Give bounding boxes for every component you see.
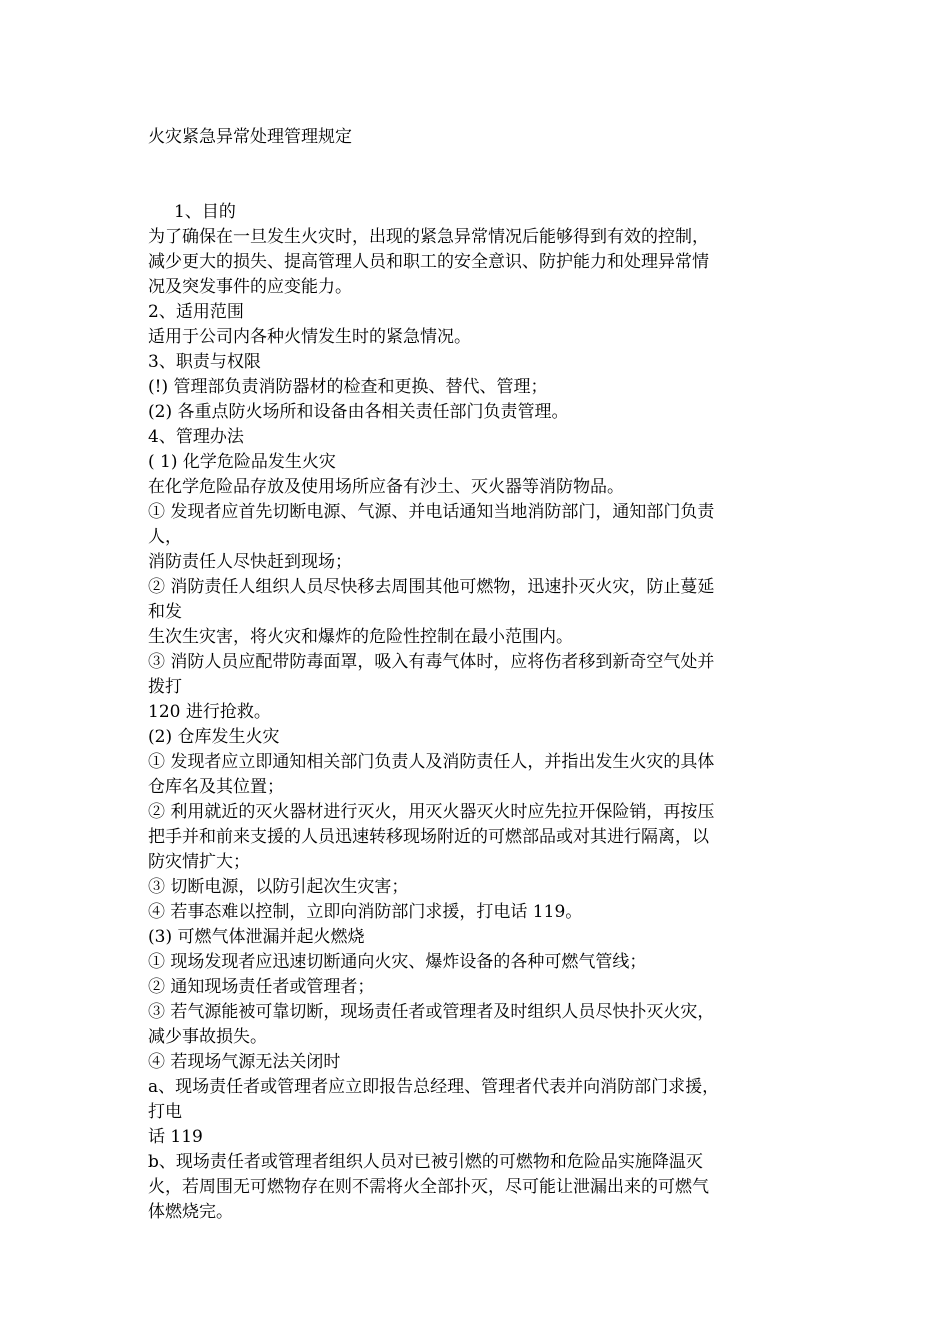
text-line: ② 消防责任人组织人员尽快移去周围其他可燃物，迅速扑灭火灾，防止蔓延 bbox=[148, 577, 715, 597]
text-line: a、现场责任者或管理者应立即报告总经理、管理者代表并向消防部门求援， bbox=[148, 1077, 720, 1097]
text-line: ② 利用就近的灭火器材进行灭火，用灭火器灭火时应先拉开保险销，再按压 bbox=[148, 802, 715, 822]
text-line: 把手并和前来支援的人员迅速转移现场附近的可燃部品或对其进行隔离，以 bbox=[148, 827, 709, 847]
subsection-heading: (3) 可燃气体泄漏并起火燃烧 bbox=[148, 927, 365, 947]
text-line: ④ 若事态难以控制，立即向消防部门求援，打电话 119。 bbox=[148, 902, 583, 922]
document-body bbox=[148, 200, 798, 1225]
text-line: 消防责任人尽快赶到现场； bbox=[148, 552, 352, 572]
text-line: 和发 bbox=[148, 602, 182, 622]
text-line: ① 发现者应首先切断电源、气源、并电话通知当地消防部门，通知部门负责 bbox=[148, 502, 715, 522]
subsection-heading: ( 1) 化学危险品发生火灾 bbox=[148, 452, 336, 472]
text-line: ② 通知现场责任者或管理者； bbox=[148, 977, 375, 997]
text-line: 打电 bbox=[148, 1102, 182, 1122]
text-line: ④ 若现场气源无法关闭时 bbox=[148, 1052, 341, 1072]
text-line: ① 发现者应立即通知相关部门负责人及消防责任人，并指出发生火灾的具体 bbox=[148, 752, 715, 772]
section-heading-management: 4、管理办法 bbox=[148, 427, 244, 447]
text-line: 体燃烧完。 bbox=[148, 1202, 233, 1222]
section-heading-purpose: 1、目的 bbox=[174, 202, 236, 222]
text-line: (2) 各重点防火场所和设备由各相关责任部门负责管理。 bbox=[148, 402, 569, 422]
text-line: 人， bbox=[148, 527, 182, 547]
text-line: ③ 若气源能被可靠切断，现场责任者或管理者及时组织人员尽快扑灭火灾， bbox=[148, 1002, 715, 1022]
text-line: 火，若周围无可燃物存在则不需将火全部扑灭，尽可能让泄漏出来的可燃气 bbox=[148, 1177, 709, 1197]
text-line: b、现场责任者或管理者组织人员对已被引燃的可燃物和危险品实施降温灭 bbox=[148, 1152, 703, 1172]
section-heading-responsibility: 3、职责与权限 bbox=[148, 352, 261, 372]
text-line: (!) 管理部负责消防器材的检查和更换、替代、管理； bbox=[148, 377, 548, 397]
text-line: 仓库名及其位置； bbox=[148, 777, 284, 797]
text-line: ③ 切断电源，以防引起次生灾害； bbox=[148, 877, 409, 897]
text-line: 适用于公司内各种火情发生时的紧急情况。 bbox=[148, 327, 471, 347]
section-heading-scope: 2、适用范围 bbox=[148, 302, 244, 322]
text-line: 况及突发事件的应变能力。 bbox=[148, 277, 352, 297]
text-line: 减少事故损失。 bbox=[148, 1027, 267, 1047]
text-line: 生次生灾害，将火灾和爆炸的危险性控制在最小范围内。 bbox=[148, 627, 573, 647]
subsection-heading: (2) 仓库发生火灾 bbox=[148, 727, 280, 747]
text-line: 拨打 bbox=[148, 677, 182, 697]
text-line: 话 119 bbox=[148, 1127, 203, 1147]
text-line: ① 现场发现者应迅速切断通向火灾、爆炸设备的各种可燃气管线； bbox=[148, 952, 647, 972]
document-title: 火灾紧急异常处理管理规定 bbox=[148, 127, 352, 147]
text-line: ③ 消防人员应配带防毒面罩，吸入有毒气体时，应将伤者移到新奇空气处并 bbox=[148, 652, 715, 672]
text-line: 减少更大的损失、提高管理人员和职工的安全意识、防护能力和处理异常情 bbox=[148, 252, 709, 272]
text-line: 120 进行抢救。 bbox=[148, 702, 271, 722]
text-line: 在化学危险品存放及使用场所应备有沙土、灭火器等消防物品。 bbox=[148, 477, 624, 497]
text-line: 防灾情扩大； bbox=[148, 852, 250, 872]
text-line: 为了确保在一旦发生火灾时，出现的紧急异常情况后能够得到有效的控制， bbox=[148, 227, 709, 247]
